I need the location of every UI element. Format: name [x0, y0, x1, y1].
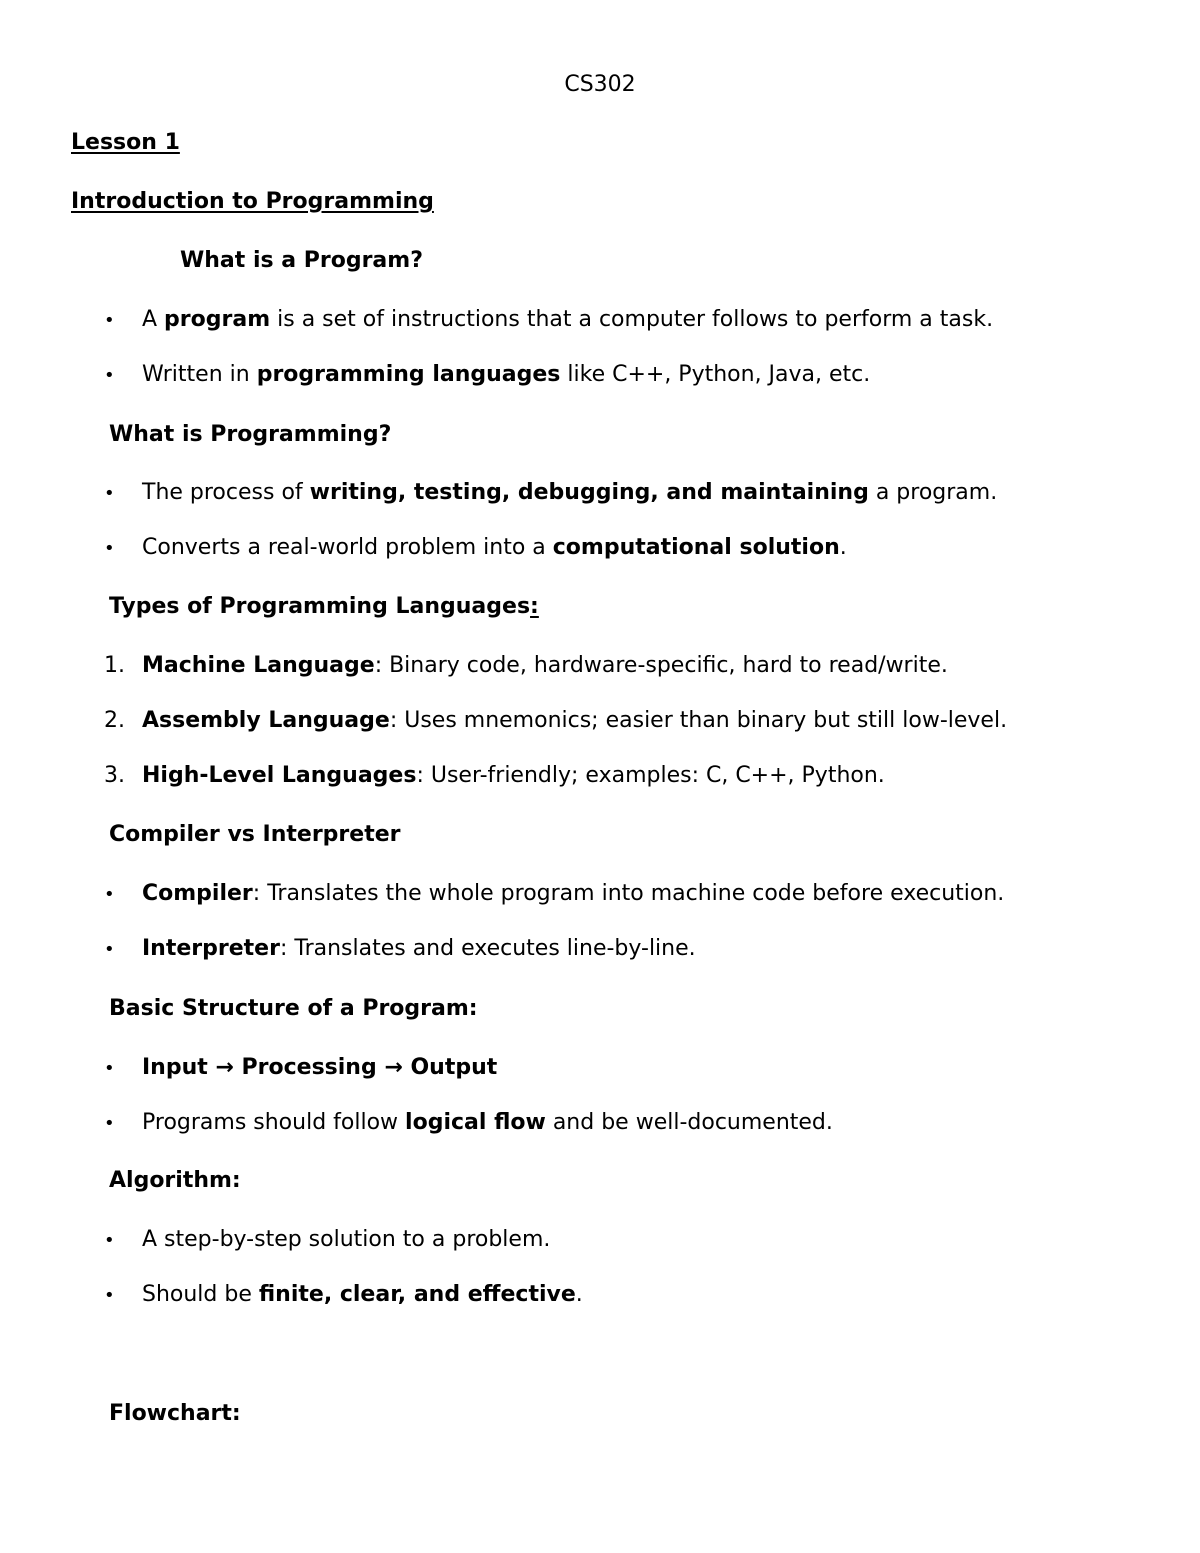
section-heading-compiler: Compiler vs Interpreter [109, 822, 401, 847]
bullet-icon: • [104, 1230, 115, 1251]
list-item: Assembly Language: Uses mnemonics; easier than binary but still low-level. [142, 708, 1008, 733]
section-heading-program: What is a Program? [180, 248, 423, 273]
bullet-icon: • [104, 538, 115, 559]
list-number: 3. [104, 763, 125, 788]
section-heading-flowchart: Flowchart: [109, 1401, 241, 1426]
bullet-icon: • [104, 1285, 115, 1306]
list-item: Converts a real-world problem into a computational solution. [142, 535, 847, 560]
list-item: Written in programming languages like C++, Python, Java, etc. [142, 362, 871, 387]
section-heading-programming: What is Programming? [109, 422, 392, 447]
list-item: The process of writing, testing, debugging, and maintaining a program. [142, 480, 998, 505]
bullet-icon: • [104, 483, 115, 504]
list-item: A program is a set of instructions that a computer follows to perform a task. [142, 307, 994, 332]
bullet-icon: • [104, 1113, 115, 1134]
section-heading-algorithm: Algorithm: [109, 1168, 241, 1193]
list-item: Should be finite, clear, and effective. [142, 1282, 583, 1307]
lesson-label: Lesson 1 [71, 130, 180, 155]
list-item: A step-by-step solution to a problem. [142, 1227, 551, 1252]
bullet-icon: • [104, 1058, 115, 1079]
section-heading-types: Types of Programming Languages: [109, 594, 539, 619]
list-item: Input → Processing → Output [142, 1055, 498, 1080]
document-title: Introduction to Programming [71, 189, 434, 214]
list-item: High-Level Languages: User-friendly; examples: C, C++, Python. [142, 763, 885, 788]
list-item: Machine Language: Binary code, hardware-specific, hard to read/write. [142, 653, 948, 678]
bullet-icon: • [104, 310, 115, 331]
list-number: 2. [104, 708, 125, 733]
list-item: Interpreter: Translates and executes line-by-line. [142, 936, 696, 961]
list-number: 1. [104, 653, 125, 678]
bullet-icon: • [104, 365, 115, 386]
list-item: Compiler: Translates the whole program into machine code before execution. [142, 881, 1005, 906]
course-code: CS302 [564, 72, 636, 97]
section-heading-structure: Basic Structure of a Program: [109, 996, 478, 1021]
list-item: Programs should follow logical flow and be well-documented. [142, 1110, 833, 1135]
bullet-icon: • [104, 884, 115, 905]
bullet-icon: • [104, 939, 115, 960]
